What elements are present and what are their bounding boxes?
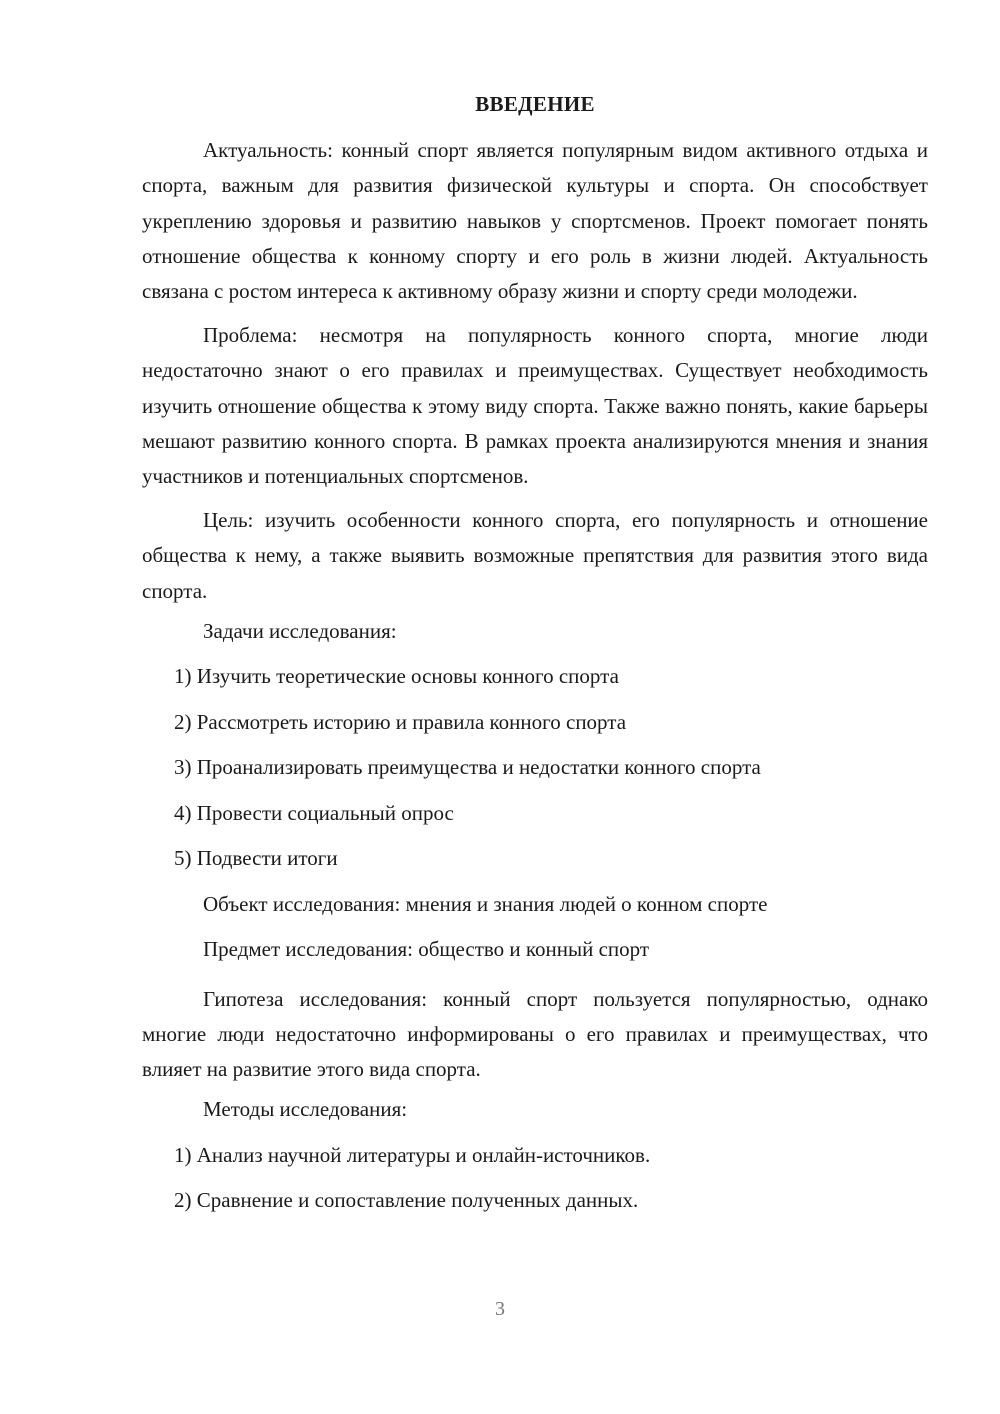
task-item-3: 3) Проанализировать преимущества и недостатки конного спорта <box>174 755 761 780</box>
research-subject: Предмет исследования: общество и конный спорт <box>203 937 650 962</box>
section-title: ВВЕДЕНИЕ <box>475 92 595 116</box>
tasks-heading: Задачи исследования: <box>203 618 397 643</box>
method-item-2: 2) Сравнение и сопоставление полученных данных. <box>174 1188 639 1213</box>
task-item-1: 1) Изучить теоретические основы конного спорта <box>174 664 619 689</box>
research-object: Объект исследования: мнения и знания людей о конном спорте <box>203 891 768 916</box>
paragraph-goal: Цель: изучить особенности конного спорта, его популярность и отношение общества к нему, а также выявить возможные препятствия для развития этого вида спорта. <box>142 508 928 603</box>
page-number: 3 <box>495 1298 505 1320</box>
paragraph-hypothesis: Гипотеза исследования: конный спорт пользуется популярностью, однако многие люди недостаточно информированы о его правилах и преимуществах, что влияет на развитие этого вида спорта. <box>142 986 928 1082</box>
paragraph-relevance: Актуальность: конный спорт является популярным видом активного отдыха и спорта, важным для развития физической культуры и спорта. Он способствует укреплению здоровья и развитию навыков у спортсменов. Проект помогает понять отношение общества к конному спорту и его роль в жизни людей. Актуальность связана с ростом интереса к активному образу жизни и спорту среди молодежи. <box>142 138 928 303</box>
task-item-5: 5) Подвести итоги <box>174 846 338 871</box>
task-item-2: 2) Рассмотреть историю и правила конного спорта <box>174 709 627 734</box>
paragraph-problem: Проблема: несмотря на популярность конного спорта, многие люди недостаточно знают о его правилах и преимуществах. Существует необходимость изучить отношение общества к этому виду спорта. Также важно понять, какие барьеры мешают развитию конного спорта. В рамках проекта анализируются мнения и знания участников и потенциальных спортсменов. <box>142 323 928 489</box>
document-page <box>142 92 928 1233</box>
methods-heading: Методы исследования: <box>203 1097 408 1122</box>
method-item-1: 1) Анализ научной литературы и онлайн-источников. <box>174 1142 651 1167</box>
task-item-4: 4) Провести социальный опрос <box>174 800 454 825</box>
